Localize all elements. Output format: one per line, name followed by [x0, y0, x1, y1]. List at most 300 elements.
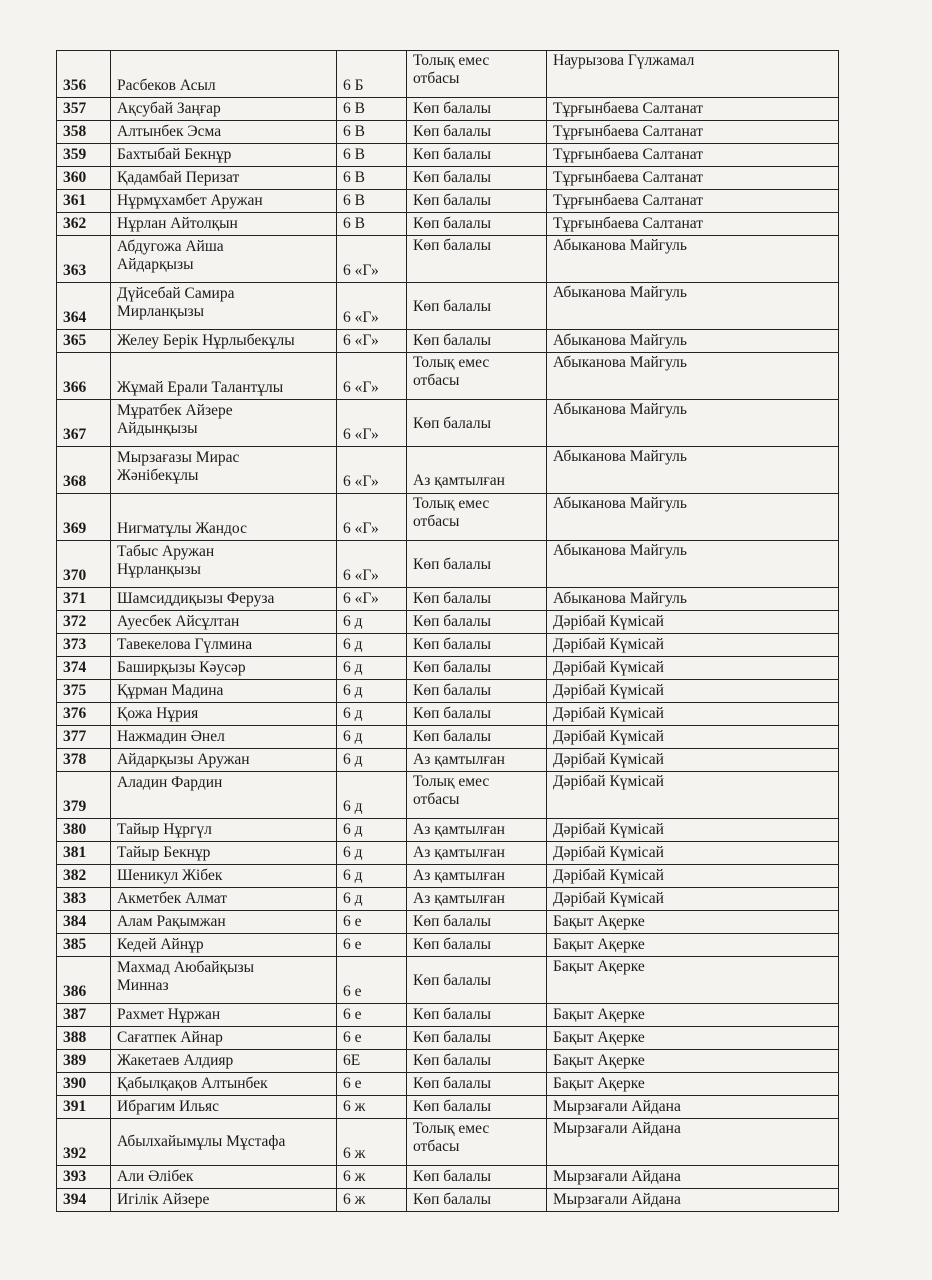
family-category-line: Көп балалы [413, 1191, 492, 1208]
student-name-line: Акметбек Алмат [117, 890, 228, 907]
class-teacher: Тұрғынбаева Салтанат [547, 121, 839, 144]
class-teacher: Дәрібай Күмісай [547, 819, 839, 842]
table-row [57, 51, 839, 98]
table-row [57, 167, 839, 190]
table-row [57, 634, 839, 657]
family-category [407, 213, 547, 236]
row-number: 359 [57, 144, 111, 167]
table-row [57, 819, 839, 842]
class-teacher: Мырзағали Айдана [547, 1189, 839, 1212]
table-row [57, 888, 839, 911]
student-name-line: Ибрагим Ильяс [117, 1098, 220, 1115]
class-teacher: Дәрібай Күмісай [547, 842, 839, 865]
family-category-line: Көп балалы [413, 215, 492, 232]
student-name-line: Нажмадин Әнел [117, 728, 225, 745]
family-category-line: Көп балалы [413, 297, 492, 315]
family-category [407, 680, 547, 703]
class-teacher: Бақыт Ақерке [547, 957, 839, 1004]
class-teacher: Бақыт Ақерке [547, 1027, 839, 1050]
student-name [111, 330, 337, 353]
class-teacher: Абыканова Майгуль [547, 283, 839, 330]
student-name-line: Нұрланқызы [117, 561, 201, 578]
row-number: 393 [57, 1166, 111, 1189]
table-row [57, 911, 839, 934]
table-row [57, 494, 839, 541]
student-name-line: Мырзағазы Мирас [117, 449, 240, 466]
student-name-line: Құрман Мадина [117, 682, 224, 699]
student-name-line: Нигматұлы Жандос [117, 520, 247, 537]
class-teacher: Дәрібай Күмісай [547, 657, 839, 680]
student-name-line: Нұрлан Айтолқын [117, 215, 238, 232]
class-name: 6 Б [337, 51, 407, 98]
class-teacher: Абыканова Майгуль [547, 400, 839, 447]
family-category-line: Көп балалы [413, 192, 492, 209]
class-name: 6 е [337, 1073, 407, 1096]
table-row [57, 611, 839, 634]
class-teacher: Абыканова Майгуль [547, 588, 839, 611]
table-row [57, 447, 839, 494]
student-name-line: Тайыр Нұргүл [117, 821, 212, 838]
class-name: 6Е [337, 1050, 407, 1073]
family-category-line: Көп балалы [413, 332, 492, 349]
table-row [57, 657, 839, 680]
row-number: 380 [57, 819, 111, 842]
class-name: 6 д [337, 842, 407, 865]
family-category-line: Көп балалы [413, 590, 492, 607]
table-row [57, 236, 839, 283]
row-number: 360 [57, 167, 111, 190]
student-name [111, 911, 337, 934]
class-name: 6 е [337, 957, 407, 1004]
family-category [407, 611, 547, 634]
class-teacher: Тұрғынбаева Салтанат [547, 190, 839, 213]
row-number: 362 [57, 213, 111, 236]
class-teacher: Бақыт Ақерке [547, 1050, 839, 1073]
class-teacher: Дәрібай Күмісай [547, 888, 839, 911]
class-name: 6 д [337, 680, 407, 703]
row-number: 374 [57, 657, 111, 680]
student-name [111, 190, 337, 213]
student-name-line: Айдарқызы Аружан [117, 751, 250, 768]
family-category [407, 121, 547, 144]
row-number: 382 [57, 865, 111, 888]
family-category [407, 1096, 547, 1119]
class-name: 6 д [337, 611, 407, 634]
family-category-line: Толық емес [413, 773, 490, 790]
table-row [57, 934, 839, 957]
row-number: 363 [57, 236, 111, 283]
family-category [407, 541, 547, 588]
family-category-line: Көп балалы [413, 913, 492, 930]
family-category-line: Көп балалы [413, 636, 492, 653]
family-category-line: Аз қамтылған [413, 751, 505, 768]
student-name [111, 1027, 337, 1050]
student-name-line: Қадамбай Перизат [117, 169, 240, 186]
student-name [111, 283, 337, 330]
table-row [57, 1119, 839, 1166]
table-row [57, 588, 839, 611]
class-name: 6 В [337, 121, 407, 144]
family-category-line: Көп балалы [413, 414, 492, 432]
class-teacher: Абыканова Майгуль [547, 494, 839, 541]
family-category [407, 726, 547, 749]
class-teacher: Мырзағали Айдана [547, 1166, 839, 1189]
class-teacher: Дәрібай Күмісай [547, 749, 839, 772]
student-name [111, 98, 337, 121]
family-category-line: Көп балалы [413, 1029, 492, 1046]
student-name [111, 494, 337, 541]
family-category [407, 1166, 547, 1189]
row-number: 370 [57, 541, 111, 588]
table-row [57, 190, 839, 213]
table-row [57, 1050, 839, 1073]
student-name-line: Рахмет Нұржан [117, 1006, 221, 1023]
table-row [57, 1166, 839, 1189]
student-name-line: Жұмай Ерали Талантұлы [117, 379, 284, 396]
row-number: 381 [57, 842, 111, 865]
row-number: 373 [57, 634, 111, 657]
table-row [57, 749, 839, 772]
student-name-line: Махмад Аюбайқызы [117, 959, 255, 976]
family-category-line: Көп балалы [413, 100, 492, 117]
family-category [407, 51, 547, 98]
family-category-line: отбасы [413, 372, 460, 389]
family-category-line: Көп балалы [413, 728, 492, 745]
class-teacher: Дәрібай Күмісай [547, 634, 839, 657]
student-name [111, 144, 337, 167]
student-name [111, 447, 337, 494]
family-category [407, 703, 547, 726]
table-row [57, 330, 839, 353]
class-name: 6 д [337, 749, 407, 772]
family-category-line: отбасы [413, 513, 460, 530]
table-row [57, 1027, 839, 1050]
class-teacher: Абыканова Майгуль [547, 236, 839, 283]
family-category [407, 865, 547, 888]
family-category [407, 353, 547, 400]
table-row [57, 213, 839, 236]
class-name: 6 д [337, 819, 407, 842]
class-name: 6 «Г» [337, 283, 407, 330]
class-name: 6 «Г» [337, 447, 407, 494]
family-category-line: Көп балалы [413, 555, 492, 573]
family-category [407, 1050, 547, 1073]
row-number: 367 [57, 400, 111, 447]
family-category-line: Көп балалы [413, 123, 492, 140]
family-category [407, 1027, 547, 1050]
row-number: 385 [57, 934, 111, 957]
family-category-line: отбасы [413, 1138, 460, 1155]
table-row [57, 98, 839, 121]
family-category [407, 772, 547, 819]
family-category-line: Көп балалы [413, 237, 492, 254]
table-row [57, 1096, 839, 1119]
row-number: 372 [57, 611, 111, 634]
student-name-line: Минназ [117, 977, 169, 994]
family-category [407, 144, 547, 167]
student-name [111, 957, 337, 1004]
row-number: 388 [57, 1027, 111, 1050]
class-name: 6 д [337, 888, 407, 911]
family-category-line: Көп балалы [413, 1168, 492, 1185]
family-category [407, 1004, 547, 1027]
table-body [57, 51, 839, 1212]
row-number: 390 [57, 1073, 111, 1096]
student-name-line: Мирланқызы [117, 303, 205, 320]
student-name-line: Айдарқызы [117, 256, 194, 273]
family-category-line: Көп балалы [413, 1006, 492, 1023]
row-number: 383 [57, 888, 111, 911]
student-name [111, 865, 337, 888]
student-name-line: Шамсиддиқызы Феруза [117, 590, 275, 607]
class-name: 6 В [337, 167, 407, 190]
row-number: 368 [57, 447, 111, 494]
student-name [111, 353, 337, 400]
class-name: 6 В [337, 213, 407, 236]
family-category [407, 1119, 547, 1166]
class-teacher: Мырзағали Айдана [547, 1096, 839, 1119]
row-number: 366 [57, 353, 111, 400]
family-category [407, 447, 547, 494]
row-number: 384 [57, 911, 111, 934]
family-category-line: Толық емес [413, 1120, 490, 1137]
class-teacher: Дәрібай Күмісай [547, 703, 839, 726]
class-name: 6 «Г» [337, 353, 407, 400]
family-category [407, 1189, 547, 1212]
table-row [57, 726, 839, 749]
student-name-line: Алам Рақымжан [117, 913, 226, 930]
family-category-line: Көп балалы [413, 936, 492, 953]
table-row [57, 1189, 839, 1212]
row-number: 364 [57, 283, 111, 330]
student-name [111, 1189, 337, 1212]
family-category [407, 236, 547, 283]
class-teacher: Дәрібай Күмісай [547, 726, 839, 749]
family-category [407, 190, 547, 213]
student-name [111, 1166, 337, 1189]
class-name: 6 е [337, 934, 407, 957]
student-name-line: Ақсубай Заңғар [117, 100, 221, 117]
class-name: 6 ж [337, 1189, 407, 1212]
student-name-line: Қабылқақов Алтынбек [117, 1075, 268, 1092]
class-name: 6 д [337, 657, 407, 680]
table-row [57, 680, 839, 703]
student-name [111, 726, 337, 749]
class-name: 6 «Г» [337, 588, 407, 611]
class-name: 6 д [337, 865, 407, 888]
student-name [111, 236, 337, 283]
student-name-line: Игілік Айзере [117, 1191, 210, 1208]
student-name-line: Жакетаев Алдияр [117, 1052, 234, 1069]
family-category [407, 494, 547, 541]
row-number: 356 [57, 51, 111, 98]
student-name [111, 121, 337, 144]
class-teacher: Тұрғынбаева Салтанат [547, 98, 839, 121]
student-name-line: Тавекелова Гүлмина [117, 636, 253, 653]
student-name-line: Жәнібекұлы [117, 467, 199, 484]
family-category-line: Аз қамтылған [413, 890, 505, 907]
class-teacher: Тұрғынбаева Салтанат [547, 167, 839, 190]
family-category [407, 330, 547, 353]
family-category-line: Аз қамтылған [413, 472, 505, 489]
student-name [111, 400, 337, 447]
class-teacher: Дәрібай Күмісай [547, 680, 839, 703]
family-category [407, 167, 547, 190]
table-row [57, 541, 839, 588]
family-category [407, 934, 547, 957]
family-category [407, 588, 547, 611]
table-row [57, 400, 839, 447]
student-name-line: Қожа Нұрия [117, 705, 199, 722]
student-name [111, 1073, 337, 1096]
class-name: 6 е [337, 1027, 407, 1050]
table-row [57, 957, 839, 1004]
student-name [111, 657, 337, 680]
student-name [111, 541, 337, 588]
class-teacher: Тұрғынбаева Салтанат [547, 213, 839, 236]
row-number: 394 [57, 1189, 111, 1212]
row-number: 365 [57, 330, 111, 353]
family-category-line: Аз қамтылған [413, 844, 505, 861]
student-name-line: Али Әлібек [117, 1168, 194, 1185]
class-name: 6 ж [337, 1119, 407, 1166]
class-teacher: Дәрібай Күмісай [547, 611, 839, 634]
student-name-line: Ауесбек Айсұлтан [117, 613, 240, 630]
table-row [57, 772, 839, 819]
family-category [407, 657, 547, 680]
class-teacher: Мырзағали Айдана [547, 1119, 839, 1166]
student-name [111, 588, 337, 611]
row-number: 378 [57, 749, 111, 772]
student-name [111, 703, 337, 726]
row-number: 358 [57, 121, 111, 144]
class-teacher: Абыканова Майгуль [547, 541, 839, 588]
class-name: 6 «Г» [337, 400, 407, 447]
class-name: 6 ж [337, 1166, 407, 1189]
family-category-line: Көп балалы [413, 613, 492, 630]
student-name [111, 167, 337, 190]
class-teacher: Тұрғынбаева Салтанат [547, 144, 839, 167]
family-category-line: Толық емес [413, 354, 490, 371]
table-row [57, 1004, 839, 1027]
row-number: 357 [57, 98, 111, 121]
family-category [407, 98, 547, 121]
family-category [407, 1073, 547, 1096]
student-name-line: Аладин Фардин [117, 774, 223, 791]
family-category-line: Көп балалы [413, 705, 492, 722]
class-teacher: Абыканова Майгуль [547, 353, 839, 400]
row-number: 386 [57, 957, 111, 1004]
class-name: 6 «Г» [337, 236, 407, 283]
family-category-line: отбасы [413, 70, 460, 87]
student-name [111, 680, 337, 703]
student-name-line: Желеу Берік Нұрлыбекұлы [117, 332, 295, 349]
class-name: 6 е [337, 911, 407, 934]
table-row [57, 283, 839, 330]
family-category-line: Көп балалы [413, 1052, 492, 1069]
family-category-line: Көп балалы [413, 146, 492, 163]
student-name [111, 1119, 337, 1166]
class-name: 6 ж [337, 1096, 407, 1119]
table-row [57, 865, 839, 888]
family-category-line: Көп балалы [413, 659, 492, 676]
table-row [57, 353, 839, 400]
table-row [57, 842, 839, 865]
class-teacher: Дәрібай Күмісай [547, 865, 839, 888]
row-number: 377 [57, 726, 111, 749]
student-name [111, 1050, 337, 1073]
student-name-line: Айдынқызы [117, 420, 198, 437]
table-row [57, 121, 839, 144]
student-name [111, 772, 337, 819]
class-name: 6 «Г» [337, 494, 407, 541]
student-name-line: Мұратбек Айзере [117, 402, 233, 419]
family-category-line: Көп балалы [413, 682, 492, 699]
student-name [111, 749, 337, 772]
class-name: 6 В [337, 190, 407, 213]
family-category-line: Көп балалы [413, 1075, 492, 1092]
student-name [111, 819, 337, 842]
class-teacher: Бақыт Ақерке [547, 934, 839, 957]
class-teacher: Абыканова Майгуль [547, 447, 839, 494]
class-teacher: Бақыт Ақерке [547, 911, 839, 934]
family-category [407, 911, 547, 934]
row-number: 361 [57, 190, 111, 213]
student-name-line: Табыс Аружан [117, 543, 215, 560]
family-category [407, 400, 547, 447]
row-number: 375 [57, 680, 111, 703]
family-category [407, 888, 547, 911]
student-name-line: Дүйсебай Самира [117, 285, 235, 302]
row-number: 392 [57, 1119, 111, 1166]
family-category-line: Көп балалы [413, 1098, 492, 1115]
family-category-line: Аз қамтылған [413, 867, 505, 884]
student-name [111, 611, 337, 634]
family-category [407, 819, 547, 842]
student-name-line: Тайыр Бекнұр [117, 844, 211, 861]
student-list-table [56, 50, 839, 1212]
class-name: 6 «Г» [337, 330, 407, 353]
class-name: 6 В [337, 98, 407, 121]
student-name [111, 1096, 337, 1119]
student-name-line: Расбеков Асыл [117, 77, 216, 94]
family-category [407, 749, 547, 772]
row-number: 391 [57, 1096, 111, 1119]
family-category-line: Аз қамтылған [413, 821, 505, 838]
row-number: 369 [57, 494, 111, 541]
class-name: 6 д [337, 772, 407, 819]
class-name: 6 д [337, 703, 407, 726]
class-teacher: Бақыт Ақерке [547, 1073, 839, 1096]
row-number: 379 [57, 772, 111, 819]
student-name [111, 934, 337, 957]
table-row [57, 144, 839, 167]
family-category-line: Көп балалы [413, 169, 492, 186]
family-category [407, 957, 547, 1004]
student-name-line: Сағатпек Айнар [117, 1029, 223, 1046]
student-name [111, 51, 337, 98]
student-name-line: Кедей Айнұр [117, 936, 204, 953]
class-name: 6 е [337, 1004, 407, 1027]
family-category [407, 634, 547, 657]
student-name-line: Нұрмұхамбет Аружан [117, 192, 263, 209]
student-name [111, 634, 337, 657]
student-name-line: Шеникул Жібек [117, 867, 223, 884]
student-name [111, 1004, 337, 1027]
student-name-line: Абдугожа Айша [117, 238, 224, 255]
family-category-line: отбасы [413, 791, 460, 808]
table-row [57, 1073, 839, 1096]
